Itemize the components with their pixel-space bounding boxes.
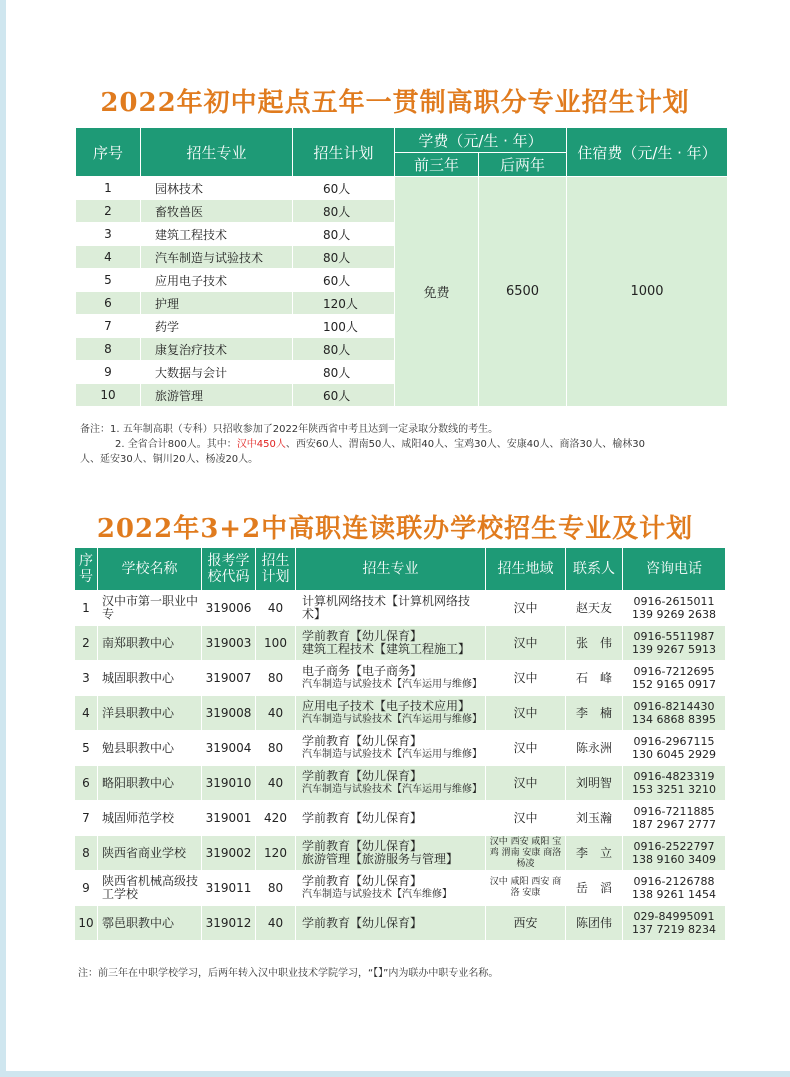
table-row	[75, 801, 726, 836]
row-phone-2: 138 9160 3409	[632, 853, 716, 866]
row-code: 319008	[202, 696, 256, 731]
row-plan: 80人	[293, 246, 395, 269]
header-contact: 联系人	[566, 548, 623, 591]
header-school: 学校名称	[98, 548, 202, 591]
row-school: 洋县职教中心	[98, 696, 202, 731]
row-index: 10	[75, 906, 98, 941]
row-index: 2	[75, 626, 98, 661]
row-school: 鄠邑职教中心	[98, 906, 202, 941]
row-major-1: 电子商务【电子商务】	[302, 664, 423, 678]
row-phone	[623, 801, 726, 836]
row-major-2: 汽车制造与试验技术【汽车运用与维修】	[302, 784, 482, 795]
row-major-2: 汽车制造与试验技术【汽车运用与维修】	[302, 714, 482, 725]
row-plan: 60人	[293, 177, 395, 200]
table-row	[75, 766, 726, 801]
header-tuition: 学费（元/生 · 年）	[395, 128, 567, 153]
row-index: 10	[76, 384, 141, 407]
header-last-two-years: 后两年	[479, 153, 567, 177]
row-phone	[623, 731, 726, 766]
row-plan: 80	[256, 661, 296, 696]
row-major	[296, 591, 486, 626]
row-region: 汉中 西安 咸阳 宝鸡 渭南 安康 商洛 杨凌	[486, 836, 566, 871]
note-line-2-post: 、西安60人、渭南50人、咸阳40人、宝鸡30人、安康40人、商洛30人、榆林30	[285, 439, 645, 450]
row-region: 汉中	[486, 766, 566, 801]
row-index: 7	[76, 315, 141, 338]
header-first-three-years: 前三年	[395, 153, 479, 177]
row-phone-2: 139 9267 5913	[632, 643, 716, 656]
row-index: 8	[75, 836, 98, 871]
note-line-3: 人、延安30人、铜川20人、杨凌20人。	[80, 454, 259, 465]
header-plan-b: 计划	[261, 569, 290, 585]
row-major: 畜牧兽医	[141, 200, 293, 223]
row-major: 旅游管理	[141, 384, 293, 407]
row-phone-1: 0916-2126788	[633, 875, 715, 888]
row-major-2: 建筑工程技术【建筑工程施工】	[302, 642, 471, 656]
row-phone-2: 187 2967 2777	[632, 818, 716, 831]
header-plan: 招生计划	[293, 128, 395, 177]
row-major	[296, 801, 486, 836]
row-major	[296, 871, 486, 906]
row-phone	[623, 836, 726, 871]
row-phone-1: 029-84995091	[633, 910, 715, 923]
row-phone-1: 0916-2615011	[633, 595, 715, 608]
row-region: 汉中	[486, 591, 566, 626]
row-index: 5	[75, 731, 98, 766]
row-code: 319010	[202, 766, 256, 801]
row-major-1: 学前教育【幼儿保育】	[302, 915, 423, 930]
row-phone-2: 134 6868 8395	[632, 713, 716, 726]
row-major	[296, 906, 486, 941]
row-major	[296, 626, 486, 661]
header-phone: 咨询电话	[623, 548, 726, 591]
row-major: 建筑工程技术	[141, 223, 293, 246]
row-index: 2	[76, 200, 141, 223]
header-plan-a: 招生	[261, 553, 290, 569]
table-row	[75, 871, 726, 906]
row-code: 319011	[202, 871, 256, 906]
fee-last-two-years: 6500	[479, 177, 567, 407]
row-index: 4	[75, 696, 98, 731]
row-plan: 100	[256, 626, 296, 661]
note-line-2-pre: 2. 全省合计800人。其中：	[115, 439, 237, 450]
row-plan: 80	[256, 731, 296, 766]
row-index: 1	[76, 177, 141, 200]
page-bottom-border	[0, 1071, 790, 1077]
row-major: 护理	[141, 292, 293, 315]
row-region: 汉中 咸阳 西安 商洛 安康	[486, 871, 566, 906]
row-code: 319004	[202, 731, 256, 766]
row-plan: 40	[256, 591, 296, 626]
note-line-2	[80, 437, 645, 452]
row-phone	[623, 906, 726, 941]
dorm-fee: 1000	[567, 177, 728, 407]
row-major-1: 应用电子技术【电子技术应用】	[302, 699, 471, 713]
row-major-1: 计算机网络技术【计算机网络技术】	[302, 594, 471, 621]
row-school: 城固职教中心	[98, 661, 202, 696]
header-major: 招生专业	[141, 128, 293, 177]
note-line-2-highlight: 汉中450人	[236, 439, 286, 450]
row-index: 3	[76, 223, 141, 246]
row-major-2: 汽车制造与试验技术【汽车运用与维修】	[302, 749, 482, 760]
row-major: 大数据与会计	[141, 361, 293, 384]
row-phone-2: 153 3251 3210	[632, 783, 716, 796]
row-phone-1: 0916-2522797	[633, 840, 715, 853]
row-phone-2: 139 9269 2638	[632, 608, 716, 621]
section1-note	[80, 422, 645, 467]
section2-note: 注：前三年在中职学校学习，后两年转入汉中职业技术学院学习，“【】”内为联办中职专业名称。	[78, 968, 499, 979]
row-plan: 60人	[293, 384, 395, 407]
row-contact: 刘明智	[566, 766, 623, 801]
row-phone-1: 0916-2967115	[633, 735, 715, 748]
row-contact: 石 峰	[566, 661, 623, 696]
row-plan: 80人	[293, 200, 395, 223]
row-contact: 李 楠	[566, 696, 623, 731]
row-plan: 420	[256, 801, 296, 836]
row-major: 康复治疗技术	[141, 338, 293, 361]
row-plan: 80人	[293, 338, 395, 361]
five-year-plan-table	[75, 127, 728, 407]
row-contact: 张 伟	[566, 626, 623, 661]
row-school: 陕西省商业学校	[98, 836, 202, 871]
row-major: 应用电子技术	[141, 269, 293, 292]
header-region: 招生地域	[486, 548, 566, 591]
row-school: 南郑职教中心	[98, 626, 202, 661]
table-row	[75, 836, 726, 871]
row-major	[296, 661, 486, 696]
row-plan: 120人	[293, 292, 395, 315]
row-index: 8	[76, 338, 141, 361]
fee-first-three-years: 免费	[395, 177, 479, 407]
row-major: 汽车制造与试验技术	[141, 246, 293, 269]
row-contact: 李 立	[566, 836, 623, 871]
header-code	[202, 548, 256, 591]
header-index-b: 号	[79, 569, 93, 585]
row-major	[296, 766, 486, 801]
row-index: 7	[75, 801, 98, 836]
row-plan: 40	[256, 766, 296, 801]
header-code-a: 报考学	[207, 553, 250, 569]
row-contact: 岳 滔	[566, 871, 623, 906]
row-contact: 陈永洲	[566, 731, 623, 766]
row-code: 319007	[202, 661, 256, 696]
table-row	[75, 661, 726, 696]
row-major-2: 汽车制造与试验技术【汽车运用与维修】	[302, 679, 482, 690]
header-dorm: 住宿费（元/生 · 年）	[567, 128, 728, 177]
row-plan: 80	[256, 871, 296, 906]
row-plan: 100人	[293, 315, 395, 338]
row-major-1: 学前教育【幼儿保育】	[302, 769, 423, 783]
row-phone	[623, 591, 726, 626]
row-school: 汉中市第一职业中专	[98, 591, 202, 626]
row-school: 略阳职教中心	[98, 766, 202, 801]
row-school: 勉县职教中心	[98, 731, 202, 766]
row-index: 3	[75, 661, 98, 696]
row-major: 药学	[141, 315, 293, 338]
row-major-2: 旅游管理【旅游服务与管理】	[302, 852, 459, 866]
row-index: 9	[76, 361, 141, 384]
row-phone	[623, 626, 726, 661]
header-code-b: 校代码	[207, 569, 250, 585]
row-phone-2: 152 9165 0917	[632, 678, 716, 691]
row-region: 西安	[486, 906, 566, 941]
row-contact: 陈团伟	[566, 906, 623, 941]
header-index: 序号	[76, 128, 141, 177]
row-major	[296, 836, 486, 871]
row-phone-2: 137 7219 8234	[632, 923, 716, 936]
table-row	[75, 731, 726, 766]
row-plan: 60人	[293, 269, 395, 292]
row-major-1: 学前教育【幼儿保育】	[302, 874, 423, 888]
row-contact: 刘玉瀚	[566, 801, 623, 836]
header-index	[75, 548, 98, 591]
row-phone	[623, 766, 726, 801]
row-major: 园林技术	[141, 177, 293, 200]
table-row	[75, 626, 726, 661]
row-phone	[623, 871, 726, 906]
row-index: 1	[75, 591, 98, 626]
row-major-1: 学前教育【幼儿保育】	[302, 629, 423, 643]
note-line-1: 备注：1. 五年制高职（专科）只招收参加了2022年陕西省中考且达到一定录取分数线的考生。	[80, 424, 499, 435]
row-phone-1: 0916-4823319	[633, 770, 715, 783]
row-index: 6	[75, 766, 98, 801]
row-phone-2: 138 9261 1454	[632, 888, 716, 901]
table-row	[75, 906, 726, 941]
row-major-1: 学前教育【幼儿保育】	[302, 839, 423, 853]
row-plan: 80人	[293, 361, 395, 384]
row-phone	[623, 696, 726, 731]
row-plan: 40	[256, 696, 296, 731]
row-plan: 120	[256, 836, 296, 871]
row-school: 陕西省机械高级技工学校	[98, 871, 202, 906]
row-index: 5	[76, 269, 141, 292]
row-phone-1: 0916-8214430	[633, 700, 715, 713]
row-index: 6	[76, 292, 141, 315]
section1-title: 2022年初中起点五年一贯制高职分专业招生计划	[100, 88, 690, 118]
row-code: 319002	[202, 836, 256, 871]
row-phone-1: 0916-5511987	[633, 630, 715, 643]
row-major	[296, 731, 486, 766]
row-contact: 赵天友	[566, 591, 623, 626]
row-index: 9	[75, 871, 98, 906]
row-major-1: 学前教育【幼儿保育】	[302, 810, 423, 825]
row-major-2: 汽车制造与试验技术【汽车维修】	[302, 889, 452, 900]
row-plan: 40	[256, 906, 296, 941]
row-index: 4	[76, 246, 141, 269]
row-region: 汉中	[486, 661, 566, 696]
row-code: 319012	[202, 906, 256, 941]
row-code: 319006	[202, 591, 256, 626]
row-plan: 80人	[293, 223, 395, 246]
row-region: 汉中	[486, 731, 566, 766]
table-row	[75, 591, 726, 626]
row-code: 319001	[202, 801, 256, 836]
row-school: 城固师范学校	[98, 801, 202, 836]
row-phone-2: 130 6045 2929	[632, 748, 716, 761]
row-major	[296, 696, 486, 731]
joint-school-plan-table	[74, 547, 726, 941]
header-index-a: 序	[79, 553, 93, 569]
row-region: 汉中	[486, 696, 566, 731]
row-phone	[623, 661, 726, 696]
row-phone-1: 0916-7212695	[633, 665, 715, 678]
row-major-1: 学前教育【幼儿保育】	[302, 734, 423, 748]
row-code: 319003	[202, 626, 256, 661]
table-row	[76, 177, 728, 200]
row-region: 汉中	[486, 626, 566, 661]
header-plan	[256, 548, 296, 591]
section2-title: 2022年3+2中高职连读联办学校招生专业及计划	[96, 514, 694, 544]
table-row	[75, 696, 726, 731]
row-region: 汉中	[486, 801, 566, 836]
row-phone-1: 0916-7211885	[633, 805, 715, 818]
header-major: 招生专业	[296, 548, 486, 591]
